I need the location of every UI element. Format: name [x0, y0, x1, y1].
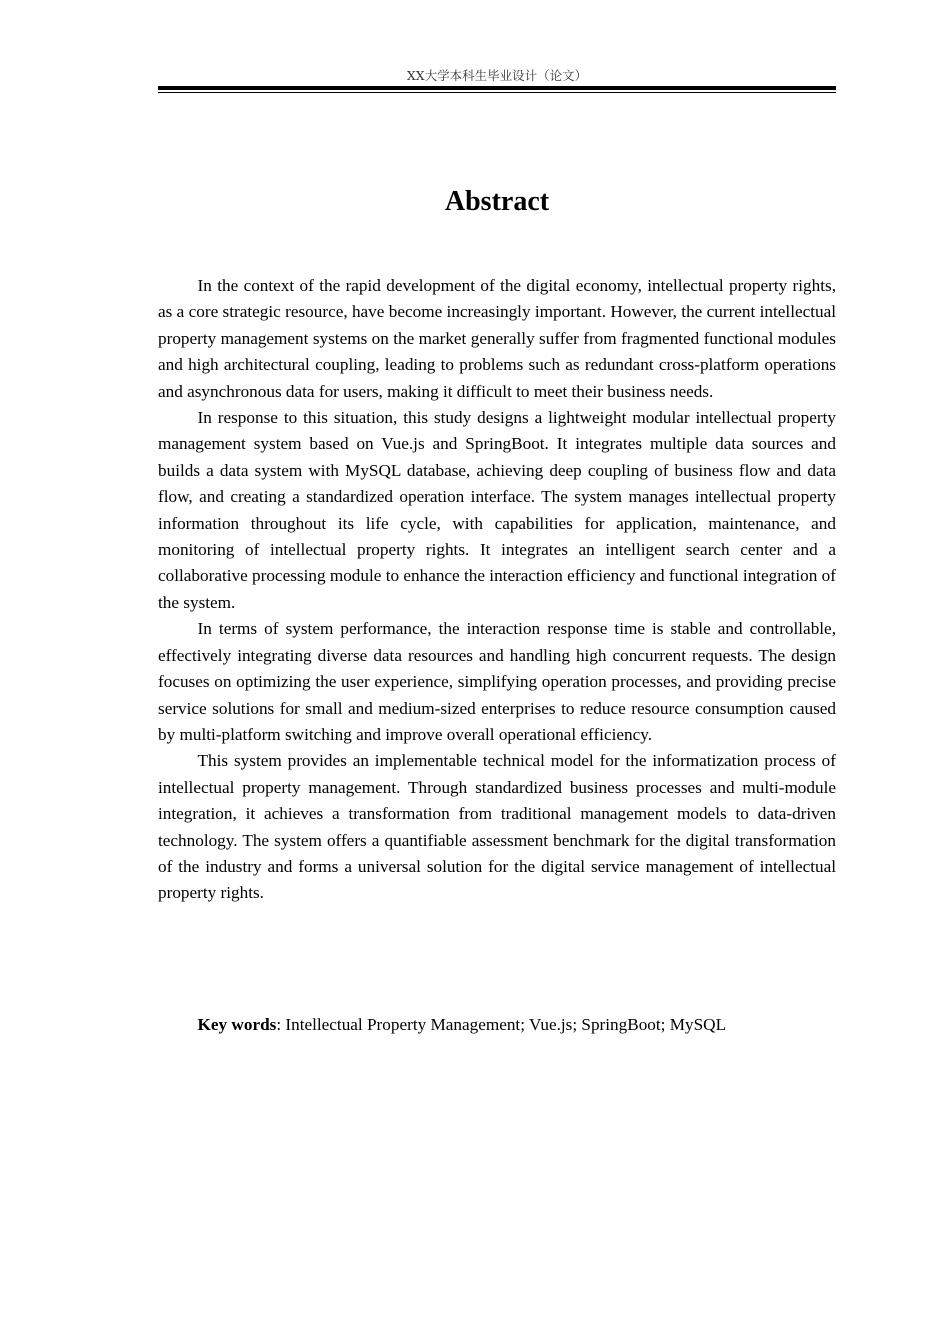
running-header: XX大学本科生毕业设计（论文） — [406, 68, 588, 83]
abstract-paragraph-1: In the context of the rapid development of the digital economy, intellectual property rights, as a core strategic resource, have become increasingly important. However, the current intellectual property management systems on the market generally suffer from fragmented functional modules and high architectural coupling, leading to problems such as redundant cross-platform operations and asynchronous data for users, making it difficult to meet their business needs. — [158, 276, 836, 401]
keywords-list: : Intellectual Property Management; Vue.js; SpringBoot; MySQL — [276, 1015, 727, 1034]
keywords-label: Key words — [197, 1015, 277, 1034]
abstract-paragraph-2: In response to this situation, this study designs a lightweight modular intellectual property management system based on Vue.js and SpringBoot. It integrates multiple data sources and builds a data system with MySQL database, achieving deep coupling of business flow and data flow, and creating a standardized operation interface. The system manages intellectual property information throughout its life cycle, with capabilities for application, maintenance, and monitoring of intellectual property rights. It integrates an intelligent search center and a collaborative processing module to enhance the interaction efficiency and functional integration of the system. — [158, 408, 836, 612]
abstract-body — [158, 273, 836, 907]
abstract-paragraph-4: This system provides an implementable technical model for the informatization process of intellectual property management. Through standardized business processes and multi-module integration, it achieves a transformation from traditional management models to data-driven technology. The system offers a quantifiable assessment benchmark for the digital transformation of the industry and forms a universal solution for the digital service management of intellectual property rights. — [158, 751, 836, 903]
abstract-title: Abstract — [444, 186, 550, 217]
abstract-paragraph-3: In terms of system performance, the interaction response time is stable and controllable, effectively integrating diverse data resources and handling high concurrent requests. The design focuses on optimizing the user experience, simplifying operation processes, and providing precise service solutions for small and medium-sized enterprises to reduce resource consumption caused by multi-platform switching and improve overall operational efficiency. — [158, 619, 836, 744]
keywords-line — [158, 1012, 836, 1038]
header-rule-thick — [158, 86, 836, 90]
header-rule-thin — [158, 92, 836, 93]
